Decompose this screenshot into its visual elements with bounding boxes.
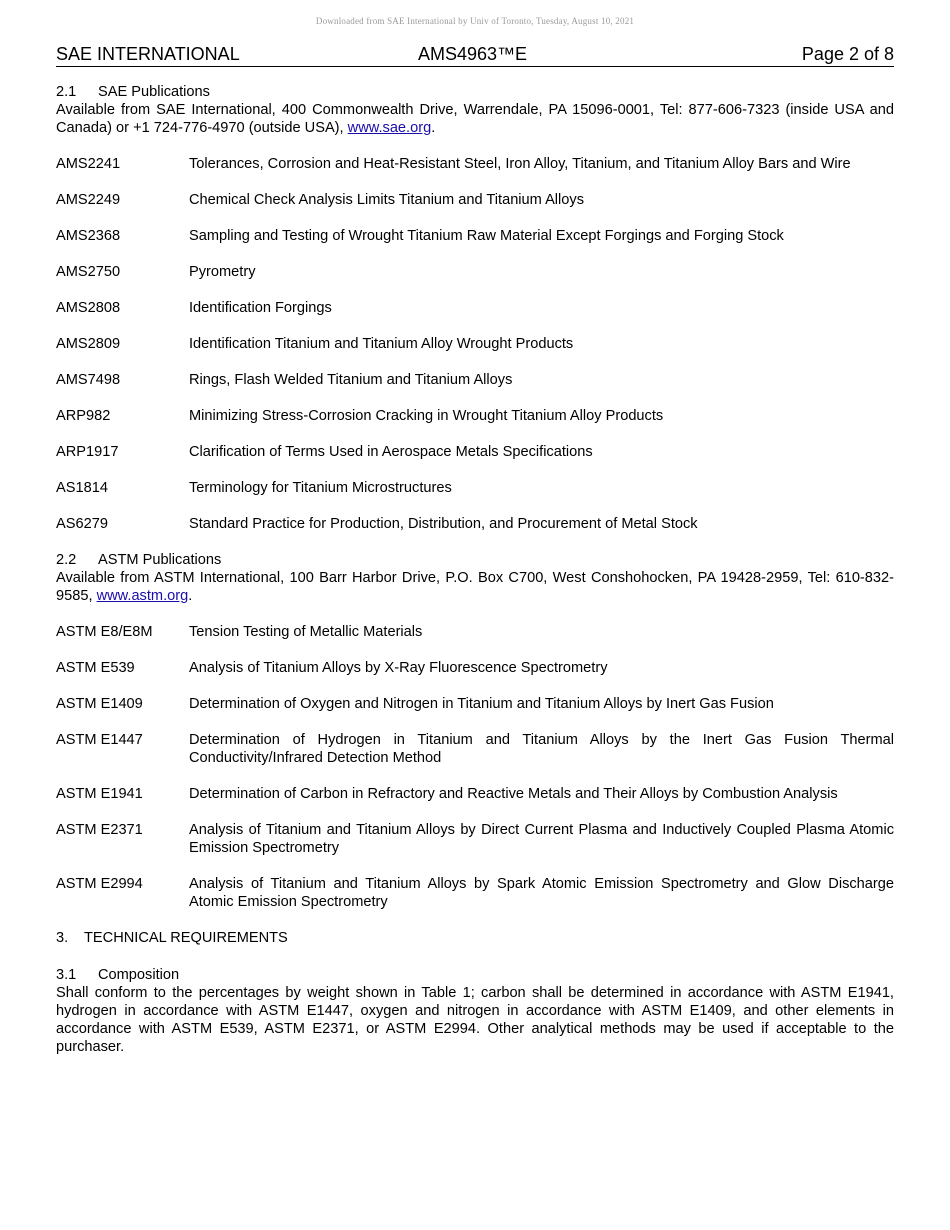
reference-title: Standard Practice for Production, Distribution, and Procurement of Metal Stock [189,516,698,532]
reference-title: Analysis of Titanium and Titanium Alloys by Direct Current Plasma and Inductively Coupled Plasma Atomic Emission Spectrometry [189,822,894,856]
reference-title: Terminology for Titanium Microstructures [189,480,452,496]
reference-title: Tension Testing of Metallic Materials [189,624,423,640]
reference-item [56,443,894,461]
reference-title: Identification Forgings [189,300,332,316]
reference-item [56,623,894,641]
reference-code: AMS2808 [56,300,121,316]
sae-reference-list [56,155,894,533]
section-3-1-heading [56,966,894,984]
reference-code: AMS2249 [56,192,121,208]
reference-code: AMS2241 [56,156,121,172]
reference-code: ASTM E1409 [56,696,143,712]
download-watermark: Downloaded from SAE International by Univ of Toronto, Tuesday, August 10, 2021 [315,16,635,26]
reference-code: AS6279 [56,516,108,532]
reference-code: ASTM E2994 [56,876,143,892]
header-doc-id: AMS4963™E [418,44,528,64]
reference-code: AS1814 [56,480,108,496]
astm-availability-paragraph [56,569,894,605]
reference-item [56,371,894,389]
section-title: SAE Publications [98,84,210,100]
section-2-1-heading [56,83,894,101]
reference-title: Analysis of Titanium and Titanium Alloys by Spark Atomic Emission Spectrometry and Glow Discharge Atomic Emission Spectrometry [189,876,894,910]
header-org: SAE INTERNATIONAL [56,44,240,64]
sae-availability-paragraph [56,101,894,137]
reference-item [56,659,894,677]
reference-item [56,875,894,911]
reference-code: AMS7498 [56,372,121,388]
sae-availability-end: . [431,120,436,136]
reference-title: Determination of Oxygen and Nitrogen in Titanium and Titanium Alloys by Inert Gas Fusion [189,696,774,712]
reference-title: Tolerances, Corrosion and Heat-Resistant Steel, Iron Alloy, Titanium, and Titanium Alloy Bars and Wire [189,156,851,172]
astm-availability-text: Available from ASTM International, 100 Barr Harbor Drive, P.O. Box C700, West Conshohocken, PA 19428-2959, Tel: 610-832-9585, [56,570,894,604]
sae-website-link[interactable]: www.sae.org [347,120,432,136]
document-body [56,83,894,1056]
astm-availability-end: . [188,588,193,604]
reference-item [56,731,894,767]
reference-code: ASTM E539 [56,660,135,676]
reference-code: ASTM E8/E8M [56,624,153,640]
astm-reference-list [56,623,894,911]
reference-title: Clarification of Terms Used in Aerospace Metals Specifications [189,444,593,460]
section-title: Composition [98,967,180,983]
reference-item [56,335,894,353]
section-number: 2.1 [56,84,77,100]
reference-code: AMS2809 [56,336,121,352]
section-2-2-heading [56,551,894,569]
reference-title: Rings, Flash Welded Titanium and Titanium Alloys [189,372,513,388]
header-page-number: Page 2 of 8 [801,44,894,64]
astm-website-link[interactable]: www.astm.org [96,588,189,604]
reference-title: Chemical Check Analysis Limits Titanium and Titanium Alloys [189,192,584,208]
reference-item [56,263,894,281]
reference-code: ASTM E1447 [56,732,143,748]
reference-title: Sampling and Testing of Wrought Titanium Raw Material Except Forgings and Forging Stock [189,228,784,244]
reference-code: ASTM E1941 [56,786,143,802]
section-number: 3.1 [56,967,77,983]
section-number: 2.2 [56,552,77,568]
page-header [56,44,894,67]
reference-title: Minimizing Stress-Corrosion Cracking in Wrought Titanium Alloy Products [189,408,664,424]
reference-item [56,479,894,497]
reference-code: ARP1917 [56,444,119,460]
reference-item [56,407,894,425]
reference-item [56,191,894,209]
reference-item [56,695,894,713]
reference-code: ASTM E2371 [56,822,143,838]
reference-item [56,155,894,173]
reference-item [56,227,894,245]
reference-item [56,515,894,533]
reference-code: AMS2750 [56,264,121,280]
sae-availability-text: Available from SAE International, 400 Commonwealth Drive, Warrendale, PA 15096-0001, Tel: 877-606-7323 (inside USA and Canada) or +1 724-776-4970 (outside USA), [56,102,894,136]
section-title: ASTM Publications [98,552,222,568]
reference-title: Analysis of Titanium Alloys by X-Ray Fluorescence Spectrometry [189,660,608,676]
reference-code: ARP982 [56,408,111,424]
section-number: 3. [56,930,69,946]
section-title: TECHNICAL REQUIREMENTS [84,930,288,946]
reference-title: Identification Titanium and Titanium Alloy Wrought Products [189,336,574,352]
reference-title: Determination of Carbon in Refractory and Reactive Metals and Their Alloys by Combustion Analysis [189,786,838,802]
reference-title: Pyrometry [189,264,256,280]
reference-item [56,821,894,857]
reference-code: AMS2368 [56,228,121,244]
reference-item [56,785,894,803]
composition-paragraph: Shall conform to the percentages by weight shown in Table 1; carbon shall be determined in accordance with ASTM E1941, hydrogen in accordance with ASTM E1447, oxygen and nitrogen in accordance with ASTM E1409, and other elements in accordance with ASTM E539, ASTM E2371, or ASTM E2994. Other analytical methods may be used if acceptable to the purchaser. [56,985,894,1055]
reference-item [56,299,894,317]
reference-title: Determination of Hydrogen in Titanium and Titanium Alloys by the Inert Gas Fusion Thermal Conductivity/Infrared Detection Method [189,732,894,766]
section-3-heading [56,929,894,947]
